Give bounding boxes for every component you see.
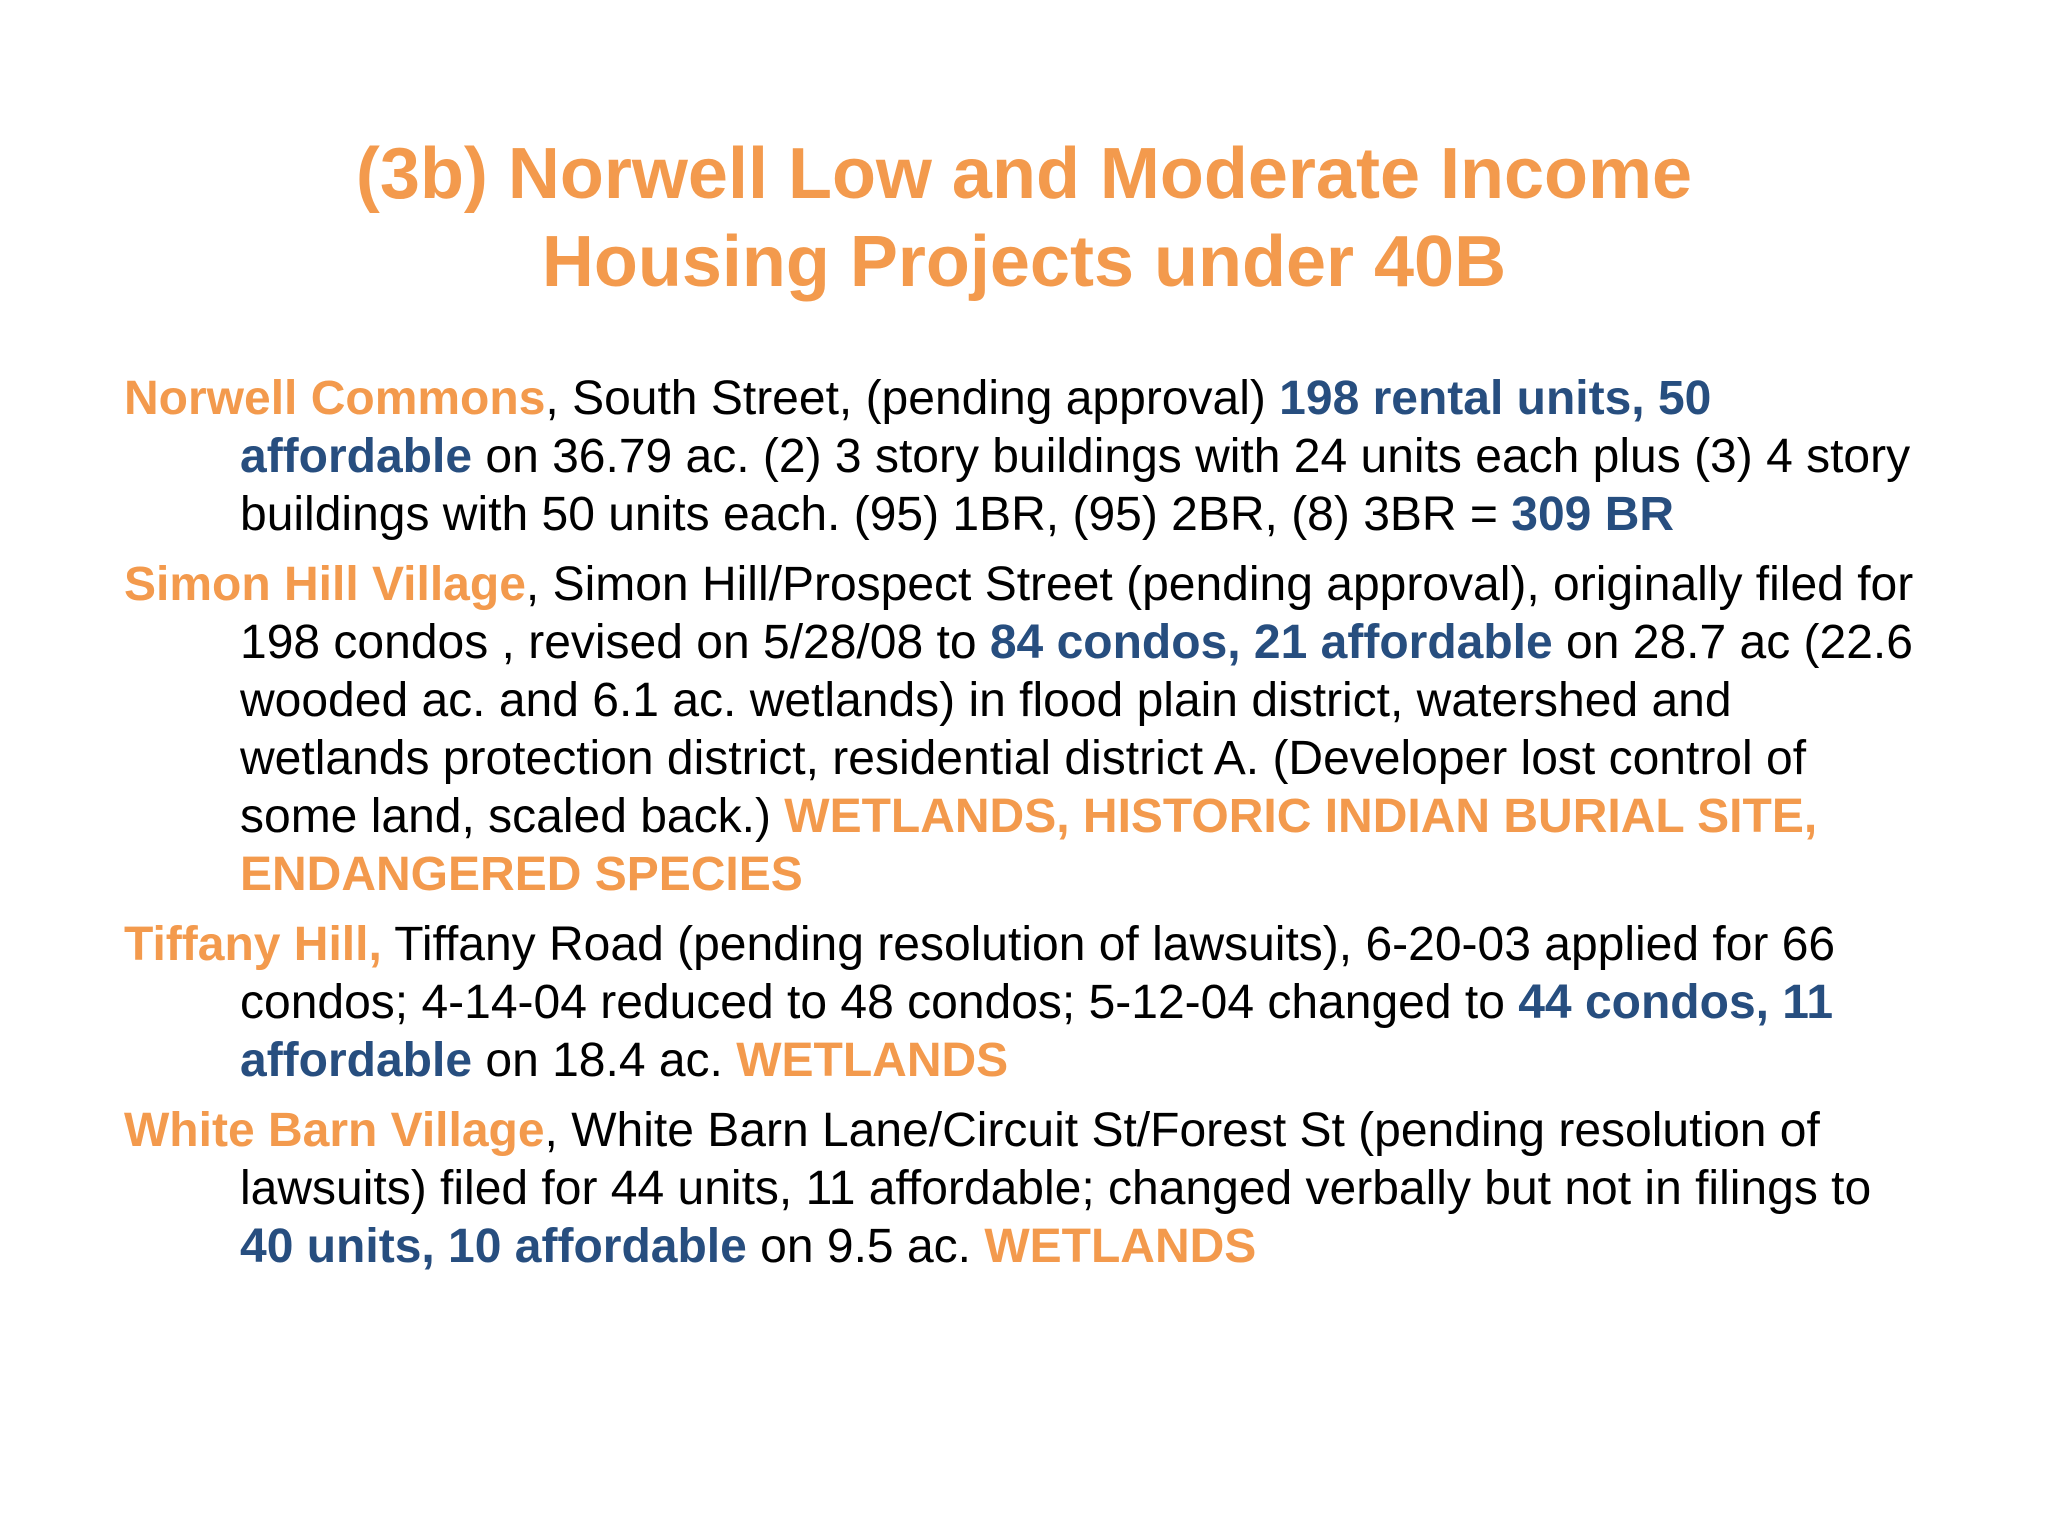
project-text: Tiffany Road (pending resolution of lawsuits), 6-20-03 applied for 66 condos; 4-14-04 reduced to 48 condos; 5-12-04 changed to bbox=[240, 918, 1836, 1029]
project-text: on 36.79 ac. (2) 3 story buildings with 24 units each plus (3) 4 story buildings with 50 units each. (95) 1BR, (95) 2BR, (8) 3BR = bbox=[240, 430, 1911, 541]
project-warning: WETLANDS, HISTORIC INDIAN BURIAL SITE, ENDANGERED SPECIES bbox=[240, 790, 1818, 901]
title-line-2: Housing Projects under 40B bbox=[541, 222, 1507, 302]
project-name: Norwell Commons bbox=[124, 372, 546, 425]
project-text: , South Street, (pending approval) bbox=[545, 372, 1280, 425]
project-text: on 28.7 ac (22.6 wooded ac. and 6.1 ac. wetlands) in flood plain district, watershed and wetlands protection district, residential district A. (Developer lost control of some land, scaled back.) bbox=[240, 616, 1913, 843]
title-line-1: (3b) Norwell Low and Moderate Income bbox=[355, 134, 1693, 214]
project-name: Simon Hill Village bbox=[124, 558, 526, 611]
project-units-highlight: 44 condos, 11 affordable bbox=[240, 976, 1834, 1087]
project-list bbox=[124, 370, 1934, 1288]
project-warning: WETLANDS bbox=[736, 1034, 1009, 1087]
project-text: on 9.5 ac. bbox=[746, 1220, 985, 1273]
project-entry-tiffany-hill bbox=[124, 916, 1934, 1090]
project-entry-simon-hill-village bbox=[124, 556, 1934, 904]
project-units-highlight: 198 rental units, 50 affordable bbox=[240, 372, 1712, 483]
project-entry-white-barn-village bbox=[124, 1102, 1934, 1276]
project-warning: WETLANDS bbox=[984, 1220, 1257, 1273]
project-name: White Barn Village bbox=[124, 1104, 545, 1157]
project-text: on 18.4 ac. bbox=[472, 1034, 737, 1087]
project-entry-norwell-commons bbox=[124, 370, 1934, 544]
project-text: , White Barn Lane/Circuit St/Forest St (pending resolution of lawsuits) filed for 44 units, 11 affordable; changed verbally but not in filings to bbox=[240, 1104, 1872, 1215]
project-name: Tiffany Hill, bbox=[124, 918, 382, 971]
project-text: , Simon Hill/Prospect Street (pending approval), originally filed for 198 condos , revised on 5/28/08 to bbox=[240, 558, 1914, 669]
project-bedrooms-highlight: 309 BR bbox=[1511, 488, 1675, 541]
project-units-highlight: 84 condos, 21 affordable bbox=[989, 616, 1553, 669]
project-units-highlight: 40 units, 10 affordable bbox=[240, 1220, 747, 1273]
slide-title bbox=[124, 130, 1924, 306]
